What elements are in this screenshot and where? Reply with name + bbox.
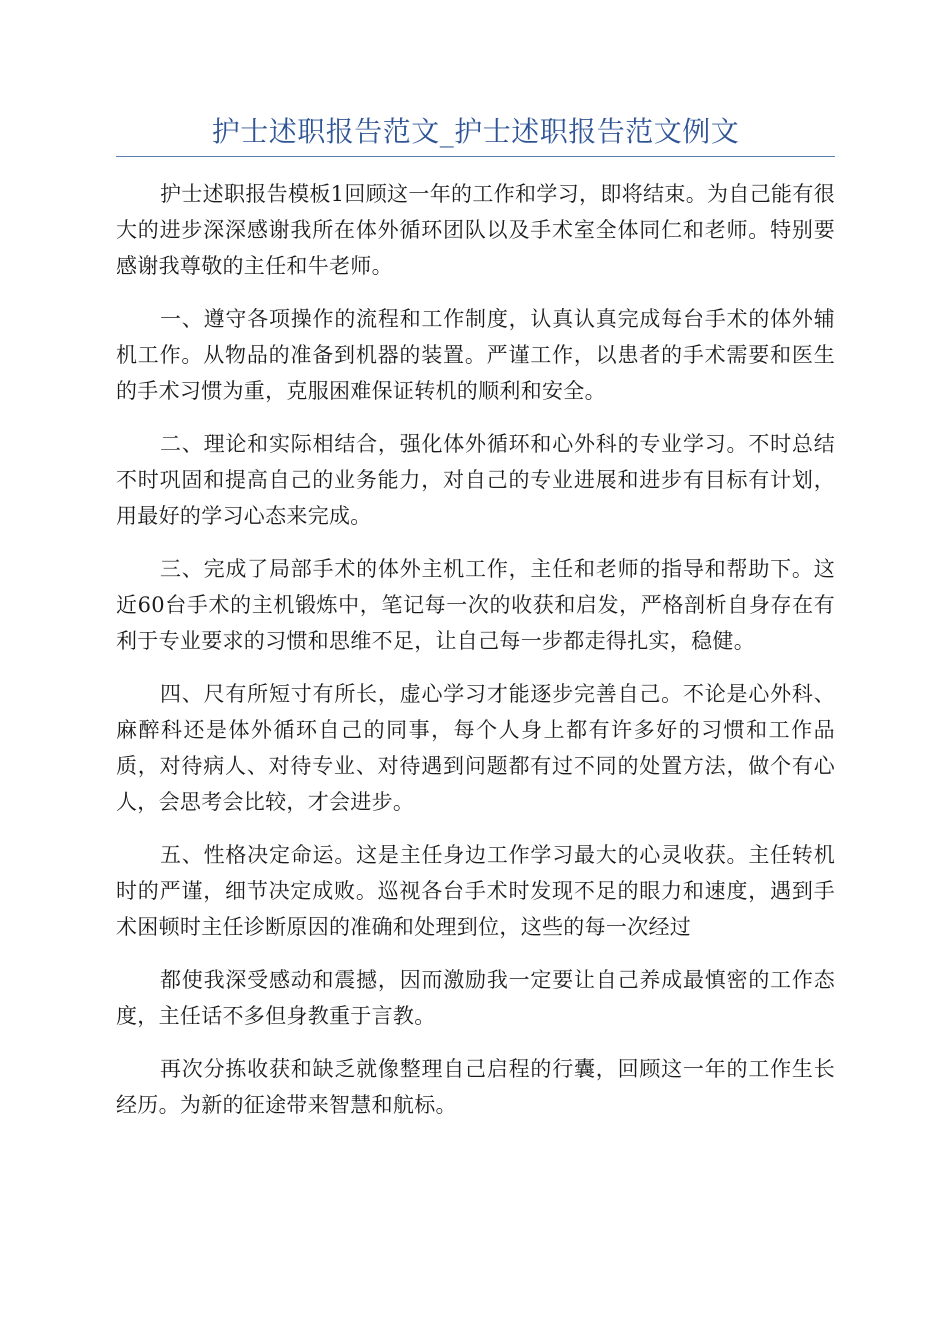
document-title: 护士述职报告范文_护士述职报告范文例文: [211, 115, 740, 148]
paragraph-point-1: 一、遵守各项操作的流程和工作制度，认真认真完成每台手术的体外辅机工作。从物品的准备到机器的装置。严谨工作，以患者的手术需要和医生的手术习惯为重，克服困难保证转机的顺利和安全。: [116, 307, 835, 403]
title-block: [116, 112, 835, 157]
paragraph-point-4: 四、尺有所短寸有所长，虚心学习才能逐步完善自己。不论是心外科、麻醉科还是体外循环自己的同事，每个人身上都有许多好的习惯和工作品质，对待病人、对待专业、对待遇到问题都有过不同的处置方法，做个有心人，会思考会比较，才会进步。: [116, 682, 835, 814]
paragraph-continuation: 都使我深受感动和震撼，因而激励我一定要让自己养成最慎密的工作态度，主任话不多但身教重于言教。: [116, 968, 835, 1028]
paragraph-point-5: 五、性格决定命运。这是主任身边工作学习最大的心灵收获。主任转机时的严谨，细节决定成败。巡视各台手术时发现不足的眼力和速度，遇到手术困顿时主任诊断原因的准确和处理到位，这些的每一次经过: [116, 843, 835, 939]
paragraph-intro: 护士述职报告模板1回顾这一年的工作和学习，即将结束。为自己能有很大的进步深深感谢我所在体外循环团队以及手术室全体同仁和老师。特别要感谢我尊敬的主任和牛老师。: [116, 182, 835, 278]
paragraph-point-3: 三、完成了局部手术的体外主机工作，主任和老师的指导和帮助下。这近60台手术的主机锻炼中，笔记每一次的收获和启发，严格剖析自身存在有利于专业要求的习惯和思维不足，让自己每一步都走得扎实，稳健。: [116, 557, 835, 653]
paragraph-closing: 再次分拣收获和缺乏就像整理自己启程的行囊，回顾这一年的工作生长经历。为新的征途带来智慧和航标。: [116, 1057, 835, 1117]
document-body: [116, 176, 835, 1140]
paragraph-point-2: 二、理论和实际相结合，强化体外循环和心外科的专业学习。不时总结不时巩固和提高自己的业务能力，对自己的专业进展和进步有目标有计划，用最好的学习心态来完成。: [116, 432, 835, 528]
